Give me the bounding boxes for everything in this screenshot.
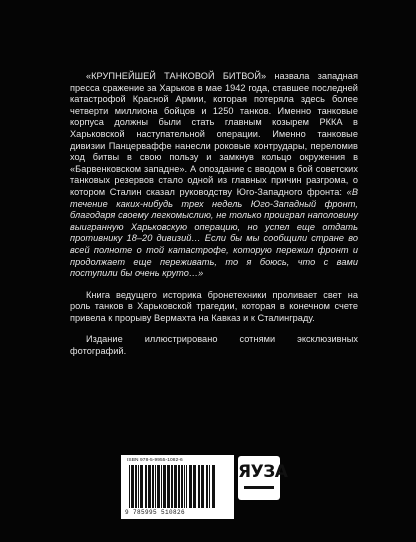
barcode-bar [152,465,154,508]
barcode-bar [155,465,156,508]
barcode-digits: 9 785995 510826 [125,509,186,516]
annotation-text [70,71,358,358]
publisher-logo [238,456,288,500]
barcode-bar [212,465,215,508]
isbn-label: ISBN 978-5-9955-1082-6 [127,458,183,463]
barcode-bar [209,465,210,508]
quote-text: «В течение каких-нибудь трех недель Юго-Западный фронт, благодаря своему легкомыслию, не только проиграл наполовину выигранную Харьковскую операцию, но успел еще отдать противнику 18–20 дивизий… Если бы мы сообщили стране во всей полноте о той катастрофе, которую пережил фронт и продолжает еще переживать, то я боюсь, что с вами поступили бы очень круто…» [70,186,358,279]
barcode-bar [181,465,183,508]
logo-underline [244,486,274,489]
barcode-bar [145,465,147,508]
barcode-bar [186,465,187,508]
barcode-bar [201,465,204,508]
body-text: Издание иллюстрировано сотнями эксклюзивных фотографий. [70,334,358,357]
publisher-logo-text: ЯУЗА [238,462,288,482]
paragraph [70,71,358,280]
body-text: «КРУПНЕЙШЕЙ ТАНКОВОЙ БИТВОЙ» назвала западная пресса сражение за Харьков в мае 1942 года, ставшее последней катастрофой Красной Армии, которая потеряла здесь более четверти миллиона бойцов и 1250 танков. Именно танковые корпуса должны были стать главным козырем РККА в Харьковской наступательной операции. Именно танковые дивизии Панцерваффе нанесли роковые контрудары, переломив ход битвы в свою пользу и замкнув кольцо окружения в «Барвенковском западне». А опоздание с вводом в бой советских танковых резервов стало одной из главных причин разгрома, о котором Сталин сказал руководству Юго-Западного фронта: [70,71,358,197]
barcode-bar [129,465,130,508]
body-text: Книга ведущего историка бронетехники проливает свет на роль танков в Харьковской трагедии, которая в конечном счете привела к прорыву Вермахта на Кавказ и к Сталинграду. [70,289,358,323]
barcode-bar [167,465,170,508]
barcode-bar [148,465,151,508]
barcode-bar [157,465,160,508]
barcode-bar [140,465,143,508]
barcode-bar [189,465,192,508]
barcode-bar [198,465,200,508]
barcode-bars [127,465,228,508]
barcode-bar [171,465,173,508]
barcode-bar [184,465,185,508]
barcode-bar [131,465,134,508]
barcode-bar [206,465,208,508]
barcode-bar [163,465,166,508]
barcode-bar [161,465,162,508]
isbn-barcode [121,455,234,519]
barcode-bar [174,465,177,508]
barcode-bar [193,465,196,508]
barcode-bar [138,465,139,508]
paragraph [70,290,358,325]
barcode-bar [135,465,137,508]
barcode-bar [178,465,180,508]
paragraph [70,334,358,357]
